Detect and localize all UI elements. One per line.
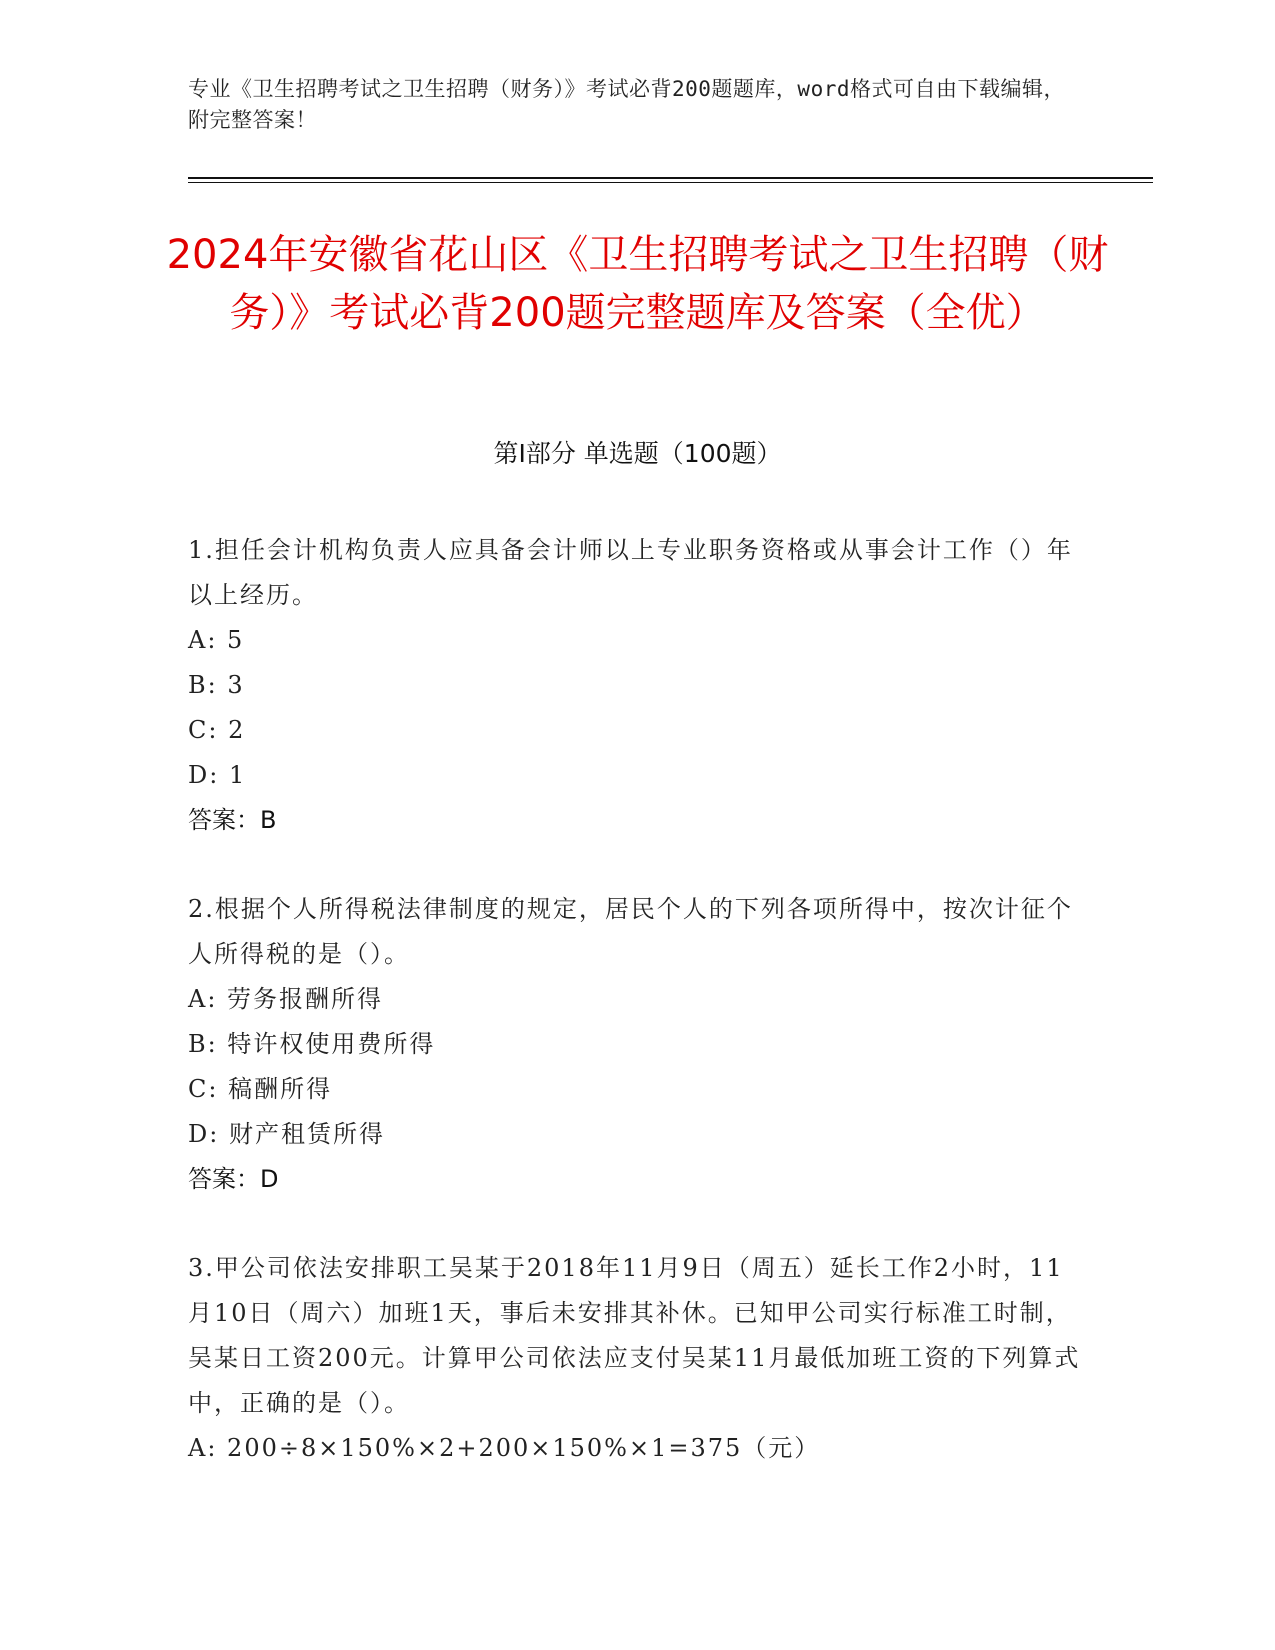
- option-d: D: 1: [188, 761, 247, 789]
- question-stem: 1.担任会计机构负责人应具备会计师以上专业职务资格或从事会计工作（）年以上经历。: [188, 536, 1073, 609]
- answer: 答案：D: [188, 1165, 279, 1193]
- option-c: C: 2: [188, 716, 246, 744]
- question-stem: 2.根据个人所得税法律制度的规定，居民个人的下列各项所得中，按次计征个人所得税的是（）。: [188, 895, 1073, 968]
- question-3: [188, 1246, 1088, 1471]
- option-c: C: 稿酬所得: [188, 1075, 333, 1103]
- question-list: [188, 528, 1088, 1515]
- header-divider-thick: [188, 177, 1153, 179]
- header-divider-thin: [188, 182, 1153, 183]
- question-1: [188, 528, 1088, 843]
- option-a: A: 200÷8×150%×2+200×150%×1=375（元）: [188, 1434, 821, 1462]
- option-a: A: 5: [188, 626, 245, 654]
- header-note: 专业《卫生招聘考试之卫生招聘（财务）》考试必背200题题库，word格式可自由下载编辑，附完整答案！: [188, 77, 1065, 132]
- section-title: 第I部分 单选题（100题）: [493, 439, 782, 468]
- option-d: D: 财产租赁所得: [188, 1120, 385, 1148]
- answer: 答案：B: [188, 806, 277, 834]
- question-2: [188, 887, 1088, 1202]
- option-b: B: 特许权使用费所得: [188, 1030, 436, 1058]
- document-title: 2024年安徽省花山区《卫生招聘考试之卫生招聘（财务）》考试必背200题完整题库及答案（全优）: [166, 232, 1109, 336]
- option-b: B: 3: [188, 671, 245, 699]
- question-stem: 3.甲公司依法安排职工吴某于2018年11月9日（周五）延长工作2小时，11月10日（周六）加班1天，事后未安排其补休。已知甲公司实行标准工时制，吴某日工资200元。计算甲公司依法应支付吴某11月最低加班工资的下列算式中，正确的是（）。: [188, 1254, 1081, 1417]
- option-a: A: 劳务报酬所得: [188, 985, 384, 1013]
